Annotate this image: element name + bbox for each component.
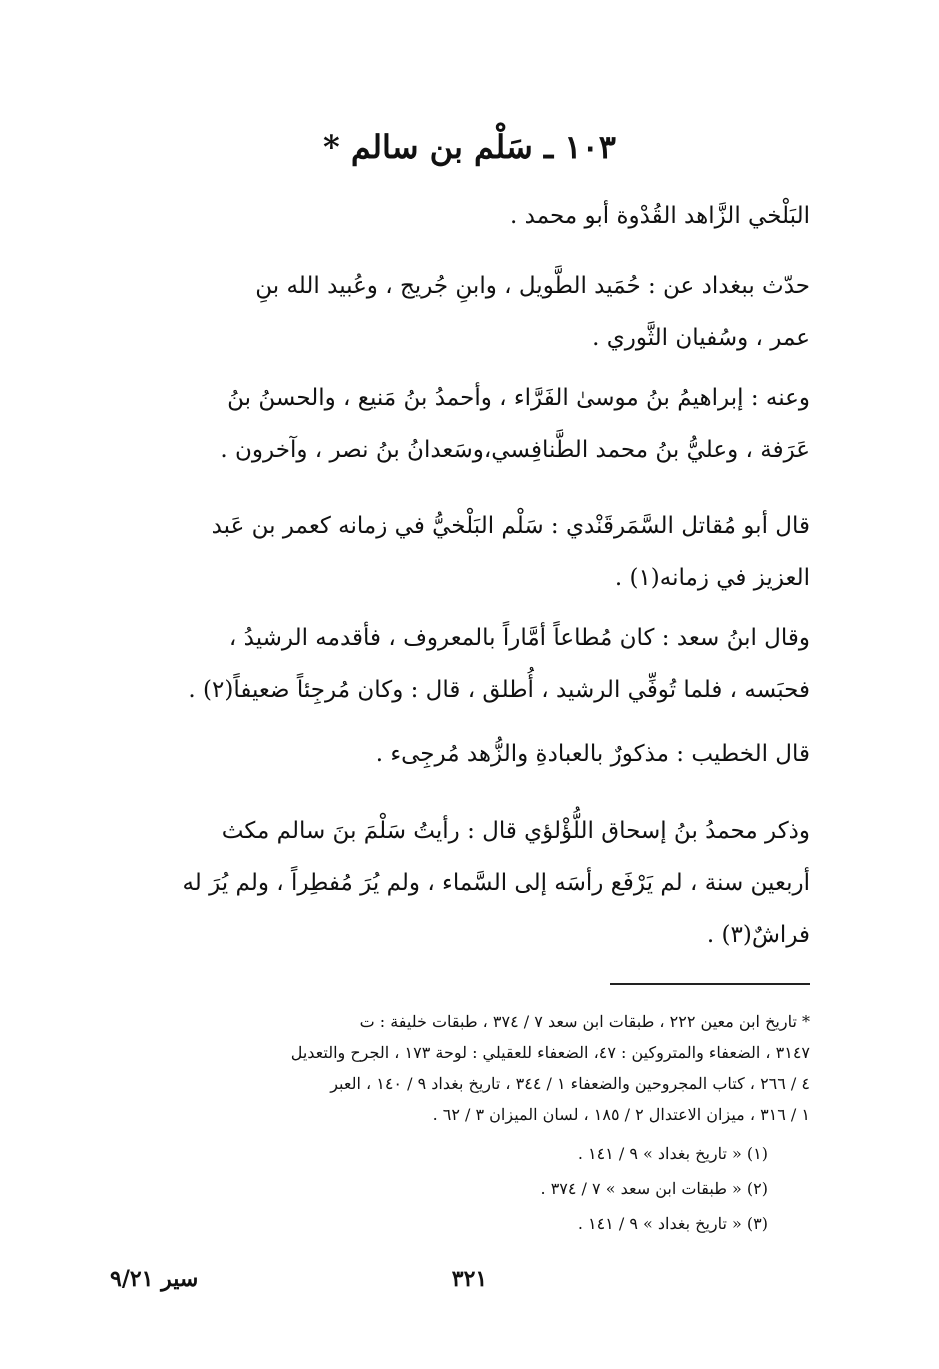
footnote-ref: (١) « تاريخ بغداد » ٩ / ١٤١ . [577,1144,768,1163]
paragraph-khatib [140,728,810,780]
paragraph-students [140,372,810,476]
paragraph-line: فحبَسه ، فلما تُوفِّي الرشيد ، أُطلق ، قال : وكان مُرجِئاً ضعيفاً(٢) . [188,677,810,703]
footnote-ref: (٢) « طبقات ابن سعد » ٧ / ٣٧٤ . [540,1179,768,1198]
footnote-ref: (٣) « تاريخ بغداد » ٩ / ١٤١ . [577,1214,768,1233]
printer-signature: سير ٩/٢١ [110,1266,199,1292]
paragraph-line: أربعين سنة ، لم يَرْفَع رأسَه إلى السَّماء ، ولم يُرَ مُفطِراً ، ولم يُرَ له [182,870,810,896]
paragraph-line: قال الخطيب : مذكورٌ بالعبادةِ والزُّهد مُرجِىء . [375,741,810,767]
paragraph-line: وقال ابنُ سعد : كان مُطاعاً أمَّاراً بالمعروف ، فأقدمه الرشيدُ ، [228,625,810,651]
paragraph-line: وذكر محمدُ بنُ إسحاق اللُّؤْلؤي قال : رأيتُ سَلْمَ بنَ سالم مكث [221,818,810,844]
paragraph-line: فراشٌ(٣) . [706,922,810,948]
paragraph-line: عمر ، وسُفيان الثَّوري . [592,325,810,351]
footnote-line: ٣١٤٧ ، الضعفاء والمتروكين : ٤٧، الضعفاء للعقيلي : لوحة ١٧٣ ، الجرح والتعديل [290,1043,810,1062]
page-number: ٣٢١ [451,1266,488,1292]
paragraph-line: وعنه : إبراهيمُ بنُ موسىٰ الفَرَّاء ، وأحمدُ بنُ مَنيع ، والحسنُ بنُ [227,385,810,411]
footnote-refs [500,1136,768,1241]
paragraph-line: العزيز في زمانه(١) . [614,565,810,591]
paragraph-luluui [140,805,810,961]
footnote-sources [140,1006,810,1130]
paragraph-line: قال أبو مُقاتل السَّمَرقَنْدي : سَلْم البَلْخيُّ في زمانه كعمر بن عَبد [211,513,810,539]
footnote-line: ١ / ٣١٦ ، ميزان الاعتدال ٢ / ١٨٥ ، لسان الميزان ٣ / ٦٢ . [432,1105,810,1124]
paragraph-ibn-sad [140,612,810,716]
footnote-divider [610,983,810,985]
entry-title: ١٠٣ ـ سَلْم بن سالم * [323,128,616,166]
footnote-line: ٤ / ٢٦٦ ، كتاب المجروحين والضعفاء ١ / ٣٤٤ ، تاريخ بغداد ٩ / ١٤٠ ، العبر [330,1074,810,1093]
paragraph-line: حدّث ببغداد عن : حُمَيد الطَّويل ، وابنِ جُريج ، وعُبيد الله بنِ [255,273,810,299]
entry-intro [140,190,810,242]
footnote-line: * تاريخ ابن معين ٢٢٢ ، طبقات ابن سعد ٧ / ٣٧٤ ، طبقات خليفة : ت [359,1012,810,1031]
paragraph-narrated [140,260,810,364]
paragraph-abu-muqatil [140,500,810,604]
intro-line: البَلْخي الزَّاهد القُدْوة أبو محمد . [510,203,810,229]
paragraph-line: عَرَفة ، وعليُّ بنُ محمد الطَّنافِسي،وسَعدانُ بنُ نصر ، وآخرون . [220,437,810,463]
